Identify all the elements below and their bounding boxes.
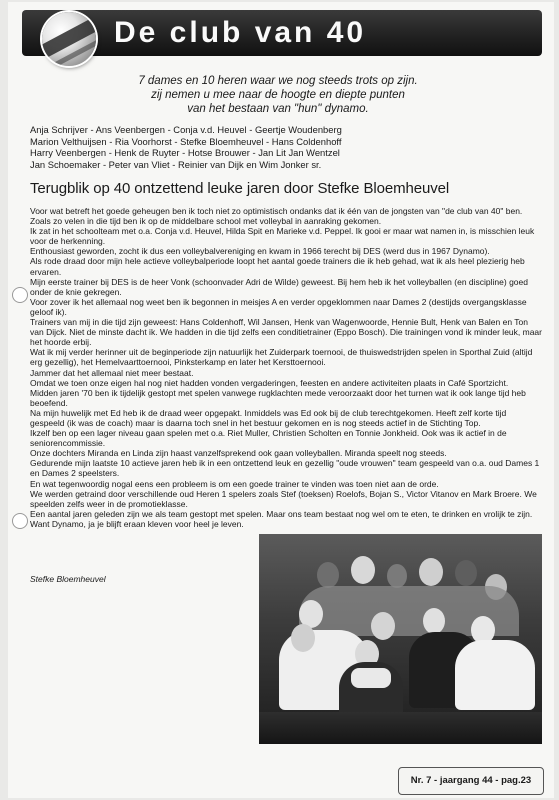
intro-text (28, 74, 528, 116)
header-banner (22, 10, 542, 56)
member-line: Anja Schrijver - Ans Veenbergen - Conja v.d. Heuvel - Geertje Woudenberg (30, 124, 342, 135)
article-paragraph: Trainers van mij in die tijd zijn geweest: Hans Coldenhoff, Wil Jansen, Henk van Wagenwoorde, Hennie Bult, Henk van Balen en Ton van Dijck. Niet de minste dacht ik. We hadden in die tijd zelfs een conditietrainer (Eppo Bosch). Die trainingen vond ik minder leuk, maar het hoorde erbij. (30, 317, 542, 348)
article-paragraph: Ikzelf ben op een lager niveau gaan spelen met o.a. Riet Muller, Christien Scholten en Tonnie Jonkheid. Ook was ik actief in de seniorencommissie. (30, 428, 507, 449)
member-line: Marion Velthuijsen - Ria Voorhorst - Stefke Bloemheuvel - Hans Coldenhoff (30, 135, 342, 147)
intro-line: van het bestaan van "hun" dynamo. (187, 103, 369, 115)
article-body (30, 206, 542, 529)
article-paragraph: Want Dynamo, ja je blijft eraan kleven voor heel je leven. (30, 518, 244, 529)
intro-line: 7 dames en 10 heren waar we nog steeds trots op zijn. (138, 75, 418, 87)
team-photo (259, 534, 542, 744)
article-paragraph: Onze dochters Miranda en Linda zijn haast vanzelfsprekend ook gaan volleyballen. Miranda speelt nog steeds. (30, 448, 447, 459)
article-paragraph: Wat ik mij verder herinner uit de beginperiode zijn natuurlijk het Zuiderpark toernooi, de thuiswedstrijden spelen in Sporthal Zuid (altijd erg gezellig), het Hemelvaarttoernooi, Pinksterkamp en later het Kersttoernooi. (30, 347, 533, 368)
article-paragraph: We werden getraind door verschillende oud Heren 1 spelers zoals Stef (toeksen) Roelofs, Bojan S., Victor Vitanov en Mark Broere. We speelden zelfs weer in de promotieklasse. (30, 488, 537, 509)
article-signature: Stefke Bloemheuvel (30, 574, 106, 584)
article-paragraph: Voor wat betreft het goede geheugen ben ik toch niet zo optimistisch ondanks dat ik één van de jongsten van "de club van 40" ben. (30, 206, 523, 216)
article-paragraph: Als rode draad door mijn hele actieve volleybalperiode loopt het aantal goede trainers die ik heb gehad, wat ik als heel plezierig heb ervaren. (30, 256, 525, 277)
article-paragraph: Omdat we toen onze eigen hal nog niet hadden vonden vergaderingen, feesten en andere activiteiten plaats in Café Sportzicht. (30, 377, 509, 388)
article-paragraph: Midden jaren '70 ben ik tijdelijk gestopt met spelen vanwege rugklachten mede veroorzaakt door het turnen wat ik ook lange tijd heb beoefend. (30, 387, 526, 408)
page-title: De club van 40 (114, 16, 367, 49)
article-paragraph: Jammer dat het allemaal niet meer bestaat. (30, 367, 194, 378)
article-paragraph: Zoals zo velen in die tijd ben ik op de middelbare school met volleybal in aanraking gekomen. (30, 216, 382, 227)
member-list (30, 124, 530, 170)
article-paragraph: Gedurende mijn laatste 10 actieve jaren heb ik in een ontzettend leuk en gezellig "oude vrouwen" team gespeeld van o.a. oud Dames 1 en Dames 2 speelsters. (30, 458, 540, 479)
article-paragraph: Enthousiast geworden, zocht ik dus een volleybalvereniging en kwam in 1966 terecht bij DES (werd dus in 1967 Dynamo). (30, 246, 490, 257)
member-line: Harry Veenbergen - Henk de Ruyter - Hotse Brouwer - Jan Lit Jan Wentzel (30, 147, 340, 159)
page-footer (398, 767, 544, 795)
article-paragraph: Ik zat in het schoolteam met o.a. Conja v.d. Heuvel, Hilda Spit en Marieke v.d. Peppel. Ik gooi er maar wat namen in, is misschien leuk voor de herkenning. (30, 226, 535, 247)
volleyball-icon (42, 12, 96, 66)
punch-hole (12, 287, 28, 303)
article-paragraph: Mijn eerste trainer bij DES is de heer Vonk (schoonvader Adri de Wilde) geweest. Bij hem heb ik het volleyballen (en discipline) goed onder de knie gekregen. (30, 276, 528, 297)
article-paragraph: Voor zover ik het allemaal nog weet ben ik begonnen in meisjes A en verder opgeklommen naar Dames 2 (destijds overgangsklasse geloof ik). (30, 296, 527, 317)
intro-line: zij nemen u mee naar de hoogte en diepte punten (151, 89, 405, 101)
article-paragraph: En wat tegenwoordig nogal eens een probleem is om een goede trainer te vinden was toen niet aan de orde. (30, 478, 439, 489)
article-paragraph: Na mijn huwelijk met Ed heb ik de draad weer opgepakt. Inmiddels was Ed ook bij de club terechtgekomen. Heeft zelf korte tijd gespeeld (ik was de coach) maar is daarna toch snel in het bestuur gekomen en is nog steeds actief in de Stichting Top. (30, 407, 507, 428)
punch-hole (12, 513, 28, 529)
article-paragraph: Een aantal jaren geleden zijn we als team gestopt met spelen. Maar ons team bestaat nog wel om te eten, te drinken en vrolijk te zijn. (30, 508, 533, 519)
footer-label: Nr. 7 - jaargang 44 - pag.23 (410, 775, 532, 786)
article-headline: Terugblik op 40 ontzettend leuke jaren door Stefke Bloemheuvel (30, 180, 450, 197)
member-line: Jan Schoemaker - Peter van Vliet - Reinier van Dijk en Wim Jonker sr. (30, 158, 322, 170)
magazine-page (8, 2, 554, 798)
